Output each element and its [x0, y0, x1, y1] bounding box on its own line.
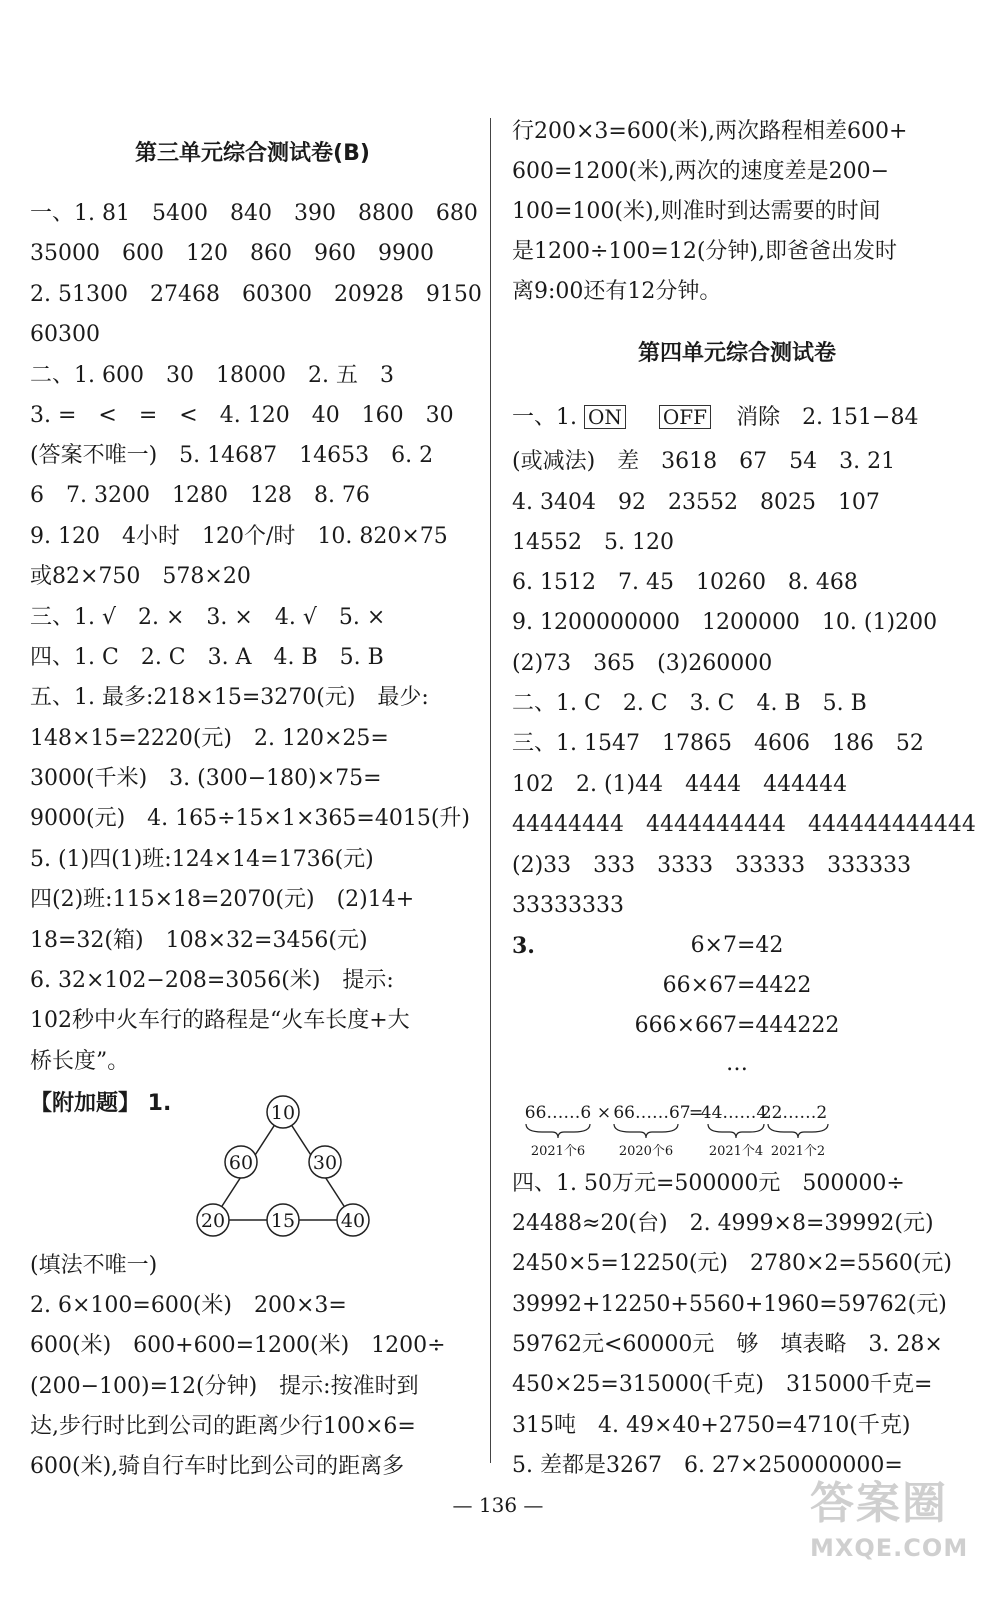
- answer-line: 3000(千米) 3. (300−180)×75=: [30, 766, 382, 791]
- unit3-title: 第三单元综合测试卷(B): [135, 141, 370, 166]
- answer-line: 44444444 4444444444 444444444444: [512, 812, 976, 837]
- answer-line: 600(米),骑自行车时比到公司的距离多: [30, 1454, 405, 1479]
- off-key: OFF: [659, 405, 711, 429]
- triangle-number: 30: [312, 1152, 338, 1174]
- answer-line: 3. = < = < 4. 120 40 160 30: [30, 403, 454, 428]
- answer-line: 二、1. C 2. C 3. C 4. B 5. B: [512, 691, 867, 716]
- answer-line: (2)33 333 3333 33333 333333: [512, 853, 912, 878]
- unit4-title: 第四单元综合测试卷: [637, 341, 836, 366]
- triangle-number: 40: [340, 1210, 366, 1232]
- brace-count-label: 2021个4: [708, 1144, 764, 1159]
- answer-line: 102 2. (1)44 4444 444444: [512, 772, 848, 797]
- answer-text: 消除 2. 151−84: [736, 405, 919, 430]
- answer-line: 600=1200(米),两次的速度差是200−: [512, 159, 889, 184]
- brace-equation: [512, 1100, 962, 1162]
- brace-term: ×: [596, 1103, 612, 1123]
- answer-line: 24488≈20(台) 2. 4999×8=39992(元): [512, 1211, 934, 1236]
- answer-line: 三、1. √ 2. × 3. × 4. √ 5. ×: [30, 605, 386, 630]
- answer-line: 14552 5. 120: [512, 530, 674, 555]
- pattern-equation: 66×67=4422: [662, 973, 812, 998]
- pattern-ellipsis: …: [726, 1051, 748, 1076]
- answer-line: 达,步行时比到公司的距离少行100×6=: [30, 1414, 416, 1439]
- answer-line: 6. 32×102−208=3056(米) 提示:: [30, 968, 394, 993]
- answer-line: 102秒中火车行的路程是“火车长度+大: [30, 1008, 410, 1033]
- answer-line: 2. 6×100=600(米) 200×3=: [30, 1293, 347, 1318]
- number-triangle-diagram: [185, 1090, 385, 1240]
- answer-line: 离9:00还有12分钟。: [512, 279, 722, 304]
- answer-line: 2450×5=12250(元) 2780×2=5560(元): [512, 1251, 953, 1276]
- answer-line: 100=100(米),则准时到达需要的时间: [512, 199, 881, 224]
- triangle-number: 10: [270, 1102, 296, 1124]
- bonus-label: 【附加题】 1.: [30, 1091, 172, 1116]
- triangle-number: 15: [270, 1210, 296, 1232]
- question-label: 一、1.: [512, 405, 577, 430]
- answer-line: (200−100)=12(分钟) 提示:按准时到: [30, 1374, 419, 1399]
- triangle-number: 60: [228, 1152, 254, 1174]
- answer-line: 4. 3404 92 23552 8025 107: [512, 490, 880, 515]
- answer-line: 是1200÷100=12(分钟),即爸爸出发时: [512, 239, 898, 264]
- column-divider: [490, 118, 491, 1463]
- answer-line: 一、1. 81 5400 840 390 8800 680: [30, 201, 478, 226]
- answer-line: 18=32(箱) 108×32=3456(元): [30, 928, 368, 953]
- watermark-text: 答案圈: [810, 1478, 948, 1529]
- brace-count-label: 2021个6: [530, 1144, 586, 1159]
- answer-line: 四、1. C 2. C 3. A 4. B 5. B: [30, 645, 384, 670]
- answer-line: 或82×750 578×20: [30, 564, 251, 589]
- brace-count-label: 2021个2: [770, 1144, 826, 1159]
- answer-line: 39992+12250+5560+1960=59762(元): [512, 1292, 947, 1317]
- answer-line: 二、1. 600 30 18000 2. 五 3: [30, 363, 394, 388]
- answer-line: 四、1. 50万元=500000元 500000÷: [512, 1171, 905, 1196]
- page-number: — 136 —: [452, 1493, 544, 1517]
- answer-line: 行200×3=600(米),两次路程相差600+: [512, 119, 908, 144]
- answer-line: 6 7. 3200 1280 128 8. 76: [30, 483, 370, 508]
- brace-term: 22……2: [760, 1103, 828, 1123]
- answer-line: 148×15=2220(元) 2. 120×25=: [30, 726, 389, 751]
- answer-line: 9. 120 4小时 120个/时 10. 820×75: [30, 524, 448, 549]
- brace-count-label: 2020个6: [618, 1144, 674, 1159]
- pattern-equation: 6×7=42: [690, 933, 784, 958]
- answer-line: 5. 差都是3267 6. 27×250000000=: [512, 1453, 903, 1478]
- answer-line: (答案不唯一) 5. 14687 14653 6. 2: [30, 443, 434, 468]
- answer-line: 315吨 4. 49×40+2750=4710(千克): [512, 1413, 911, 1438]
- answer-line: 450×25=315000(千克) 315000千克=: [512, 1372, 933, 1397]
- pattern-equation: 666×667=444222: [634, 1013, 840, 1038]
- answer-line: 9000(元) 4. 165÷15×1×365=4015(升): [30, 806, 471, 831]
- watermark-logo: [810, 1478, 980, 1588]
- answer-line: (2)73 365 (3)260000: [512, 651, 773, 676]
- triangle-number: 20: [200, 1210, 226, 1232]
- answer-line: 33333333: [512, 893, 624, 918]
- answer-line: [512, 404, 918, 432]
- answer-line: (或减法) 差 3618 67 54 3. 21: [512, 449, 896, 474]
- answer-line: 2. 51300 27468 60300 20928 9150: [30, 282, 482, 307]
- brace-term: 66……6: [524, 1103, 592, 1123]
- answer-line: 三、1. 1547 17865 4606 186 52: [512, 731, 924, 756]
- answer-line: 6. 1512 7. 45 10260 8. 468: [512, 570, 858, 595]
- on-key: ON: [584, 405, 626, 429]
- watermark-url: MXQE.COM: [810, 1534, 969, 1562]
- brace-term: =: [688, 1103, 704, 1123]
- question-label: 3.: [512, 933, 535, 959]
- brace-term: 44……4: [700, 1103, 768, 1123]
- answer-line: 59762元<60000元 够 填表略 3. 28×: [512, 1332, 943, 1357]
- answer-line: 五、1. 最多:218×15=3270(元) 最少:: [30, 685, 429, 710]
- answer-line: 9. 1200000000 1200000 10. (1)200: [512, 610, 938, 635]
- answer-line: 5. (1)四(1)班:124×14=1736(元): [30, 847, 374, 872]
- answer-line: 四(2)班:115×18=2070(元) (2)14+: [30, 887, 415, 912]
- answer-line: (填法不唯一): [30, 1253, 158, 1278]
- answer-line: 60300: [30, 322, 100, 347]
- answer-line: 600(米) 600+600=1200(米) 1200÷: [30, 1333, 446, 1358]
- brace-term: 66……67: [613, 1103, 691, 1123]
- answer-line: 35000 600 120 860 960 9900: [30, 241, 434, 266]
- answer-line: 桥长度”。: [30, 1049, 130, 1074]
